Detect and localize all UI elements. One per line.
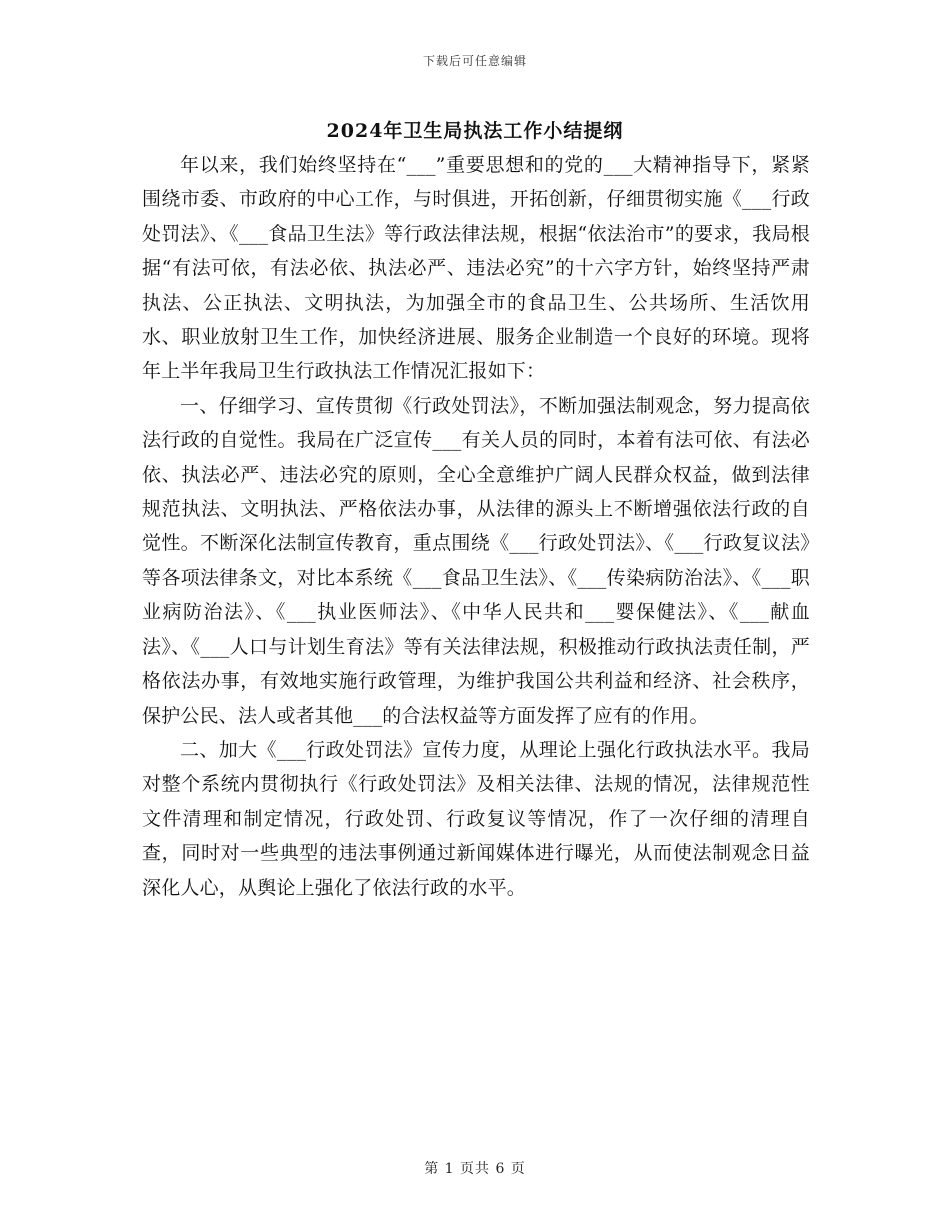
paragraph-section-two: 二、加大《___行政处罚法》宣传力度，从理论上强化行政执法水平。我局对整个系统内贯彻执行《行政处罚法》及相关法律、法规的情况，法律规范性文件清理和制定情况，行政处罚、行政复议等情况，作了一次仔细的清理自查，同时对一些典型的违法事例通过新闻媒体进行曝光，从而使法制观念日益深化人心，从舆论上强化了依法行政的水平。 bbox=[142, 738, 810, 899]
paragraph-intro: 年以来，我们始终坚持在“___”重要思想和的党的___大精神指导下，紧紧围绕市委、市政府的中心工作，与时俱进，开拓创新，仔细贯彻实施《___行政处罚法》、《___食品卫生法》等行政法律法规，根据“依法治市”的要求，我局根据“有法可依，有法必依、执法必严、违法必究”的十六字方针，始终坚持严肃执法、公正执法、文明执法，为加强全市的食品卫生、公共场所、生活饮用水、职业放射卫生工作，加快经济进展、服务企业制造一个良好的环境。现将年上半年我局卫生行政执法工作情况汇报如下： bbox=[142, 154, 810, 383]
paragraph-section-one: 一、仔细学习、宣传贯彻《行政处罚法》，不断加强法制观念，努力提高依法行政的自觉性。我局在广泛宣传___有关人员的同时，本着有法可依、有法必依、执法必严、违法必究的原则，全心全意维护广阔人民群众权益，做到法律规范执法、文明执法、严格依法办事，从法律的源头上不断增强依法行政的自觉性。不断深化法制宣传教育，重点围绕《___行政处罚法》、《___行政复议法》等各项法律条文，对比本系统《___食品卫生法》、《___传染病防治法》、《___职业病防治法》、《___执业医师法》、《中华人民共和___婴保健法》、《___献血法》、《___人口与计划生育法》等有关法律法规，积极推动行政执法责任制，严格依法办事，有效地实施行政管理，为维护我国公共利益和经济、社会秩序，保护公民、法人或者其他___的合法权益等方面发挥了应有的作用。 bbox=[142, 394, 810, 727]
header-note: 下载后可任意编辑 bbox=[422, 54, 527, 68]
document-title: 2024年卫生局执法工作小结提纲 bbox=[326, 120, 624, 142]
page-number: 第 1 页共 6 页 bbox=[424, 1161, 526, 1177]
document-body bbox=[142, 148, 810, 905]
